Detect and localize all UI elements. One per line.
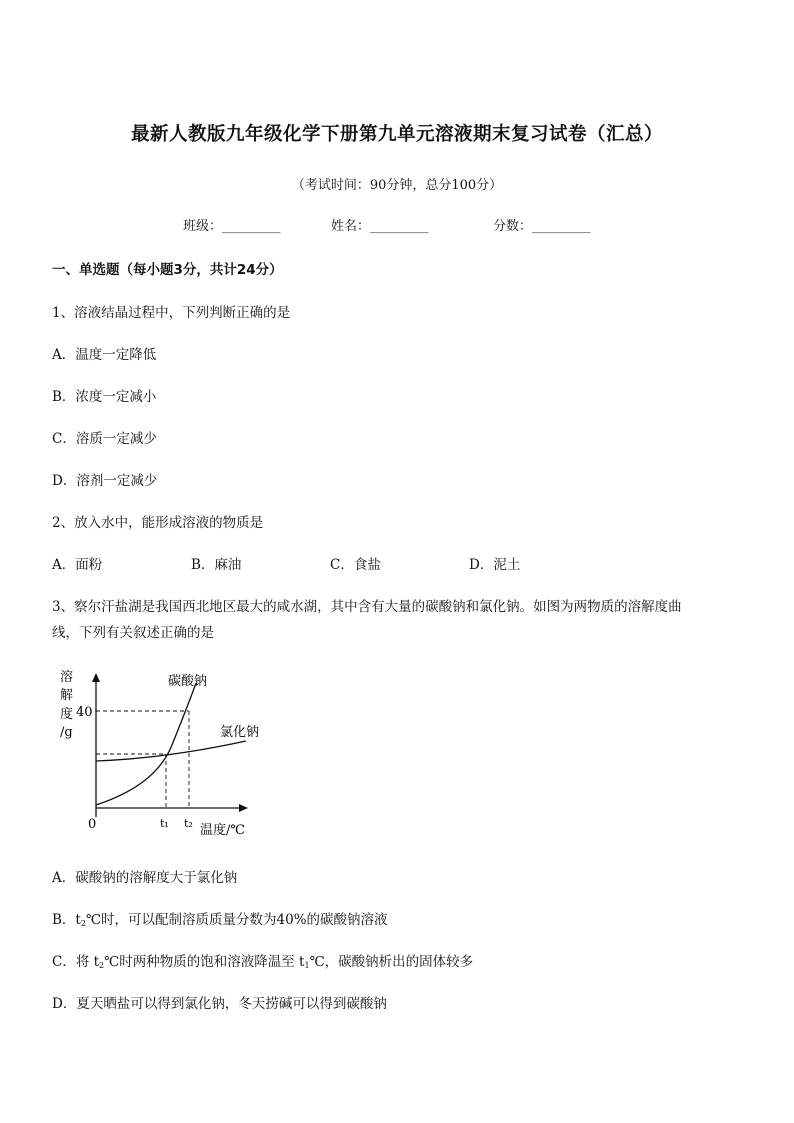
- origin-label: 0: [88, 817, 97, 832]
- page-title: 最新人教版九年级化学下册第九单元溶液期末复习试卷（汇总）: [130, 124, 663, 145]
- y-label-char-3: 度: [60, 707, 74, 722]
- series-label-sodium-chloride: 氯化钠: [220, 725, 260, 740]
- option-c-subscript-1: 2: [99, 961, 105, 970]
- y-label-char-2: 解: [60, 688, 74, 703]
- option-c-prefix: C．将 t: [52, 954, 100, 970]
- question-1-option-c[interactable]: C．溶质一定减少: [52, 431, 157, 447]
- question-3-option-c[interactable]: [52, 950, 473, 970]
- option-b-text: ℃时，可以配制溶质质量分数为40%的碳酸钠溶液: [85, 912, 388, 928]
- question-2-stem: 2、放入水中，能形成溶液的物质是: [52, 515, 264, 531]
- question-2-option-a[interactable]: A．面粉: [52, 557, 103, 573]
- question-3-option-a[interactable]: A．碳酸钠的溶解度大于氯化钠: [52, 870, 238, 886]
- x-tick-t2: t₂: [184, 817, 193, 830]
- series-line-sodium-chloride: [96, 741, 246, 761]
- question-1-stem: 1、溶液结晶过程中，下列判断正确的是: [52, 305, 291, 321]
- option-c-subscript-2: 1: [304, 961, 310, 970]
- y-axis-arrow: [92, 673, 100, 682]
- question-2-option-c[interactable]: C．食盐: [330, 557, 381, 573]
- option-b-subscript: 2: [80, 919, 86, 928]
- name-field[interactable]: 姓名：_________: [331, 219, 429, 234]
- class-field[interactable]: 班级：_________: [183, 219, 281, 234]
- y-label-char-4: /g: [60, 725, 73, 740]
- question-1-option-b[interactable]: B．浓度一定减小: [52, 389, 157, 405]
- question-2-options: [0, 553, 794, 573]
- question-3-option-d[interactable]: D．夏天晒盐可以得到氯化钠，冬天捞碱可以得到碳酸钠: [52, 996, 387, 1012]
- series-label-sodium-carbonate: 碳酸钠: [168, 674, 208, 689]
- y-tick-40: 40: [76, 705, 93, 720]
- x-tick-t1: t₁: [160, 817, 169, 830]
- question-3-option-b[interactable]: [52, 908, 388, 928]
- score-field[interactable]: 分数：_________: [493, 219, 591, 234]
- question-2-option-d[interactable]: D．泥土: [469, 557, 521, 573]
- option-c-text: ℃，碳酸钠析出的固体较多: [309, 954, 474, 970]
- option-b-prefix: B．t: [52, 912, 81, 928]
- question-1-option-d[interactable]: D．溶剂一定减少: [52, 473, 158, 489]
- y-label-char-1: 溶: [60, 670, 74, 685]
- question-2-option-b[interactable]: B．麻油: [191, 557, 242, 573]
- question-1-option-a[interactable]: A．温度一定降低: [52, 347, 157, 363]
- section-heading: 一、单选题（每小题3分，共计24分）: [52, 262, 283, 278]
- solubility-chart: [50, 665, 290, 845]
- exam-info: （考试时间：90分钟，总分100分）: [291, 178, 503, 193]
- question-3-stem-line-2: 线，下列有关叙述正确的是: [52, 625, 214, 641]
- x-axis-label: 温度/℃: [200, 823, 245, 838]
- option-c-middle: ℃时两种物质的饱和溶液降温至 t: [104, 954, 305, 970]
- x-axis-arrow: [239, 804, 248, 812]
- series-line-sodium-carbonate: [96, 683, 196, 805]
- question-3-stem-line-1: 3、察尔汗盐湖是我国西北地区最大的咸水湖，其中含有大量的碳酸钠和氯化钠。如图为两物质的溶解度曲: [52, 599, 682, 615]
